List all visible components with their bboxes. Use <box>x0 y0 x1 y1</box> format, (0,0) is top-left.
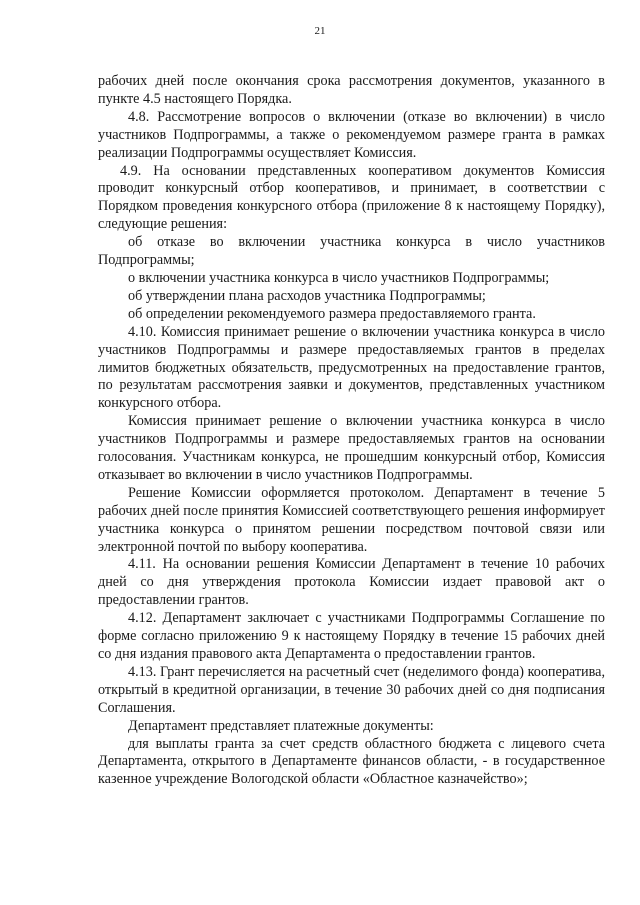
paragraph-4-13: 4.13. Грант перечисляется на расчетный счет (неделимого фонда) кооператива, открытый в кредитной организации, в течение 30 рабочих дней со дня подписания Соглашения. <box>98 663 605 716</box>
paragraph-4-9: 4.9. На основании представленных кооперативом документов Комиссия проводит конкурсный отбор кооперативов, и принимает, в соответствии с Порядком проведения конкурсного отбора (приложение 8 к настоящему Порядку), следующие решения: <box>98 162 605 233</box>
decision-item-inclusion: о включении участника конкурса в число участников Подпрограммы; <box>128 269 550 286</box>
paragraph-grant-payment: для выплаты гранта за счет средств областного бюджета с лицевого счета Департамента, открытого в Департаменте финансов области, - в государственное казенное учреждение Вологодской области «Областное казначейство»; <box>98 735 605 788</box>
paragraph-payment-documents: Департамент представляет платежные документы: <box>128 717 434 734</box>
decision-item-grant-size: об определении рекомендуемого размера предоставляемого гранта. <box>128 305 536 322</box>
paragraph-4-12: 4.12. Департамент заключает с участниками Подпрограммы Соглашение по форме согласно приложению 9 к настоящему Порядку в течение 15 рабочих дней со дня издания правового акта Департамента о предоставлении грантов. <box>98 610 605 662</box>
paragraph-commission-protocol: Решение Комиссии оформляется протоколом. Департамент в течение 5 рабочих дней после принятия Комиссией соответствующего решения информирует участника конкурса о принятом решении посредством почтовой связи или электронной почтой по выбору кооператива. <box>98 484 605 555</box>
paragraph-4-8: 4.8. Рассмотрение вопросов о включении (отказе во включении) в число участников Подпрограммы, а также о рекомендуемом размере гранта в рамках реализации Подпрограммы осуществляет Комиссия. <box>98 108 605 161</box>
paragraph-commission-voting: Комиссия принимает решение о включении участника конкурса в число участников Подпрограммы и размере предоставляемых грантов на основании голосования. Участникам конкурса, не прошедшим конкурсный отбор, Комиссия отказывает во включении в число участников Подпрограммы. <box>98 413 605 483</box>
paragraph-4-10: 4.10. Комиссия принимает решение о включении участника конкурса в число участников Подпрограммы и размере предоставляемых грантов в пределах лимитов бюджетных обязательств, предусмотренных на предоставление грантов, по результатам рассмотрения заявки и документов, представленных участником конкурсного отбора. <box>98 323 605 412</box>
decision-item-expense-plan: об утверждении плана расходов участника Подпрограммы; <box>128 287 486 304</box>
decision-item-refusal: об отказе во включении участника конкурса в число участников Подпрограммы; <box>98 234 605 269</box>
document-body <box>98 73 605 789</box>
page-number: 21 <box>314 25 326 37</box>
paragraph-4-11: 4.11. На основании решения Комиссии Департамент в течение 10 рабочих дней со дня утверждения протокола Комиссии издает правовой акт о предоставлении грантов. <box>98 556 605 609</box>
paragraph-continuation: рабочих дней после окончания срока рассмотрения документов, указанного в пункте 4.5 настоящего Порядка. <box>98 73 605 107</box>
